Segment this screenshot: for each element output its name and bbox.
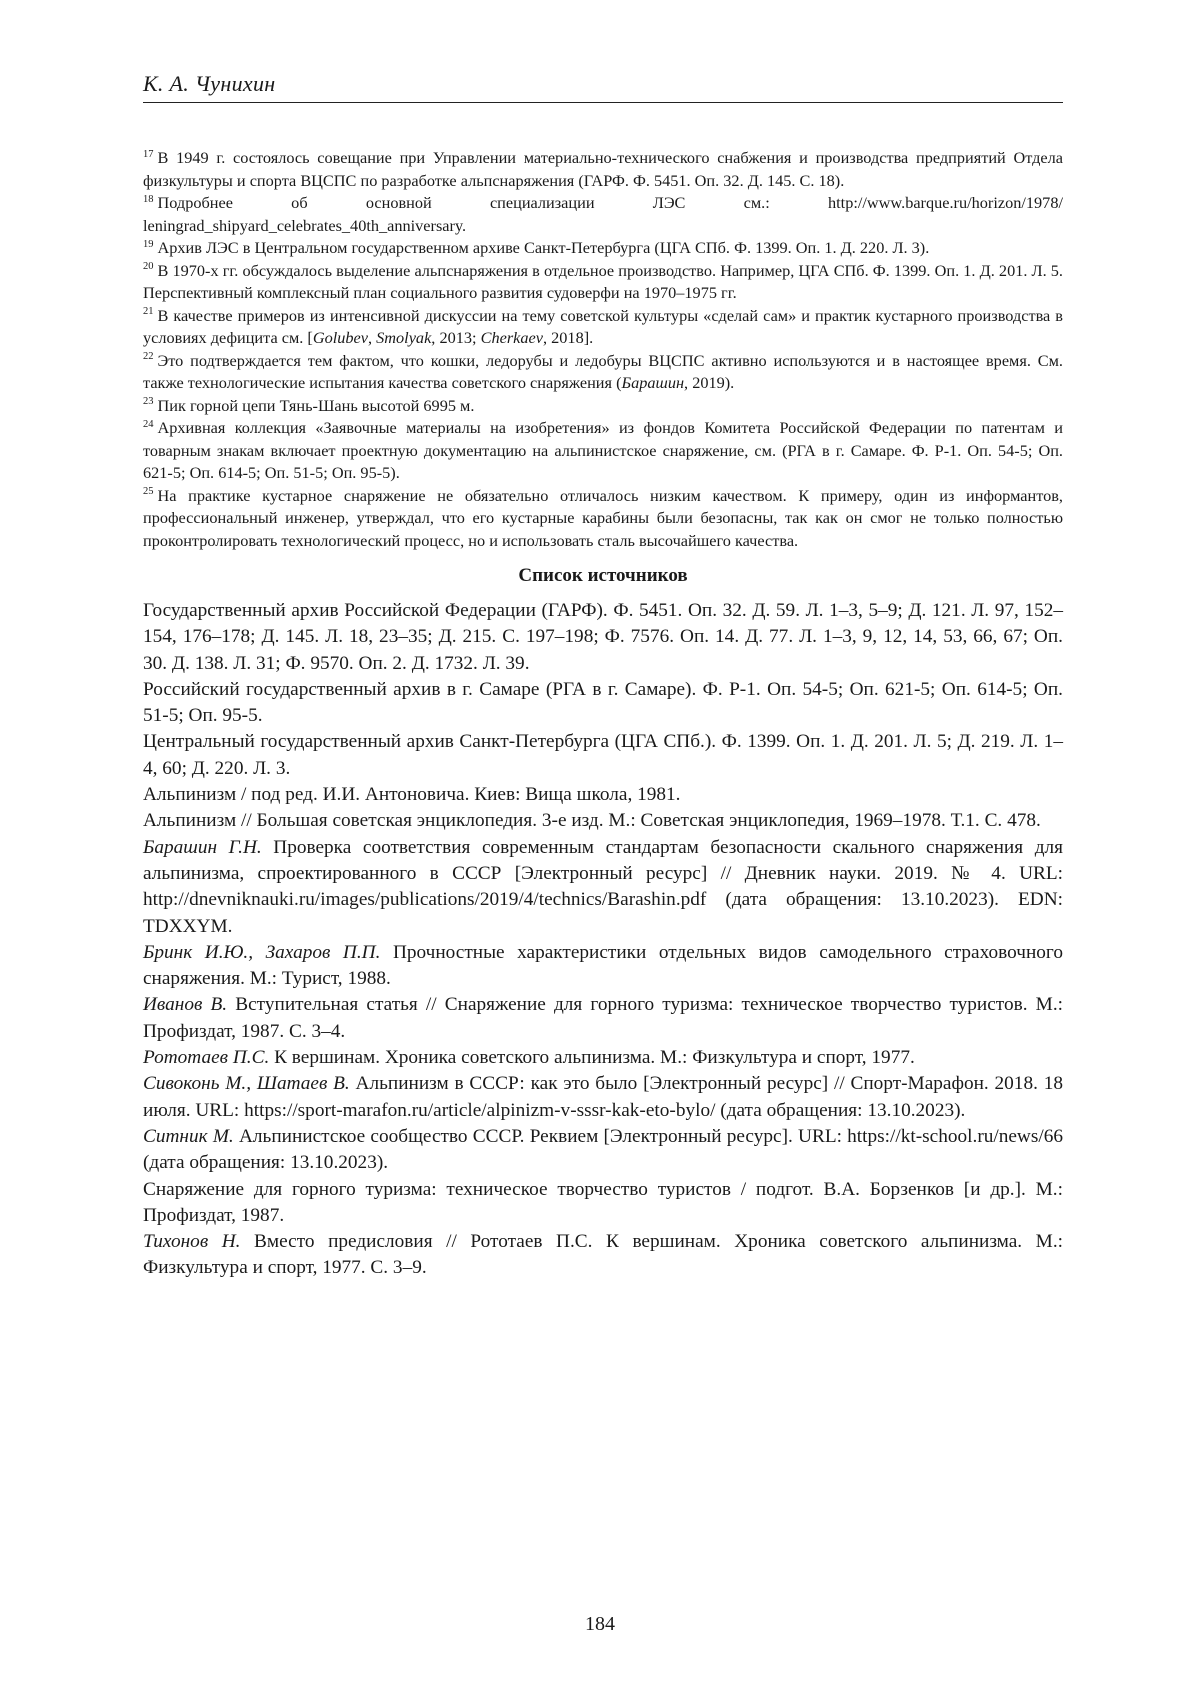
source-author: Бринк И.Ю. bbox=[143, 942, 248, 963]
footnote-text: Это подтверждается тем фактом, что кошки, ледорубы и ледобуры ВЦСПС активно используются и в настоящее время. См. также технологические испытания качества советского снаряжения ( bbox=[143, 351, 1063, 393]
source-entry bbox=[143, 782, 1063, 808]
source-text: Государственный архив Российской Федерации (ГАРФ). Ф. 5451. Оп. 32. Д. 59. Л. 1–3, 5–9; Д. 121. Л. 97, 152–154, 176–178; Д. 145. Л. 18, 23–35; Д. 215. С. 197–198; Ф. 7576. Оп. 14. Д. 77. Л. 1–3, 9, 12, 14, 53, 66, 67; Оп. 30. Д. 138. Л. 31; Ф. 9570. Оп. 2. Д. 1732. Л. 39. bbox=[143, 600, 1063, 674]
footnote-number: 19 bbox=[143, 239, 154, 250]
source-entry bbox=[143, 835, 1063, 940]
footnote-text: В качестве примеров из интенсивной дискуссии на тему советской культуры «сделай сам» и практик кустарного производства в условиях дефицита см. [ bbox=[143, 306, 1063, 348]
footnote-text: Архивная коллекция «Заявочные материалы на изобретения» из фондов Комитета Российской Федерации по патентам и товарным знакам включает проектную документацию на альпинистское снаряжение, см. (РГА в г. Самаре. Ф. Р-1. Оп. 54-5; Оп. 621-5; Оп. 614-5; Оп. 51-5; Оп. 95-5). bbox=[143, 418, 1063, 482]
source-author: Барашин Г.Н. bbox=[143, 837, 262, 858]
footnote-text: Архив ЛЭС в Центральном государственном архиве Санкт-Петербурга (ЦГА СПб. Ф. 1399. Оп. 1. Д. 220. Л. 3). bbox=[158, 238, 930, 257]
source-entry bbox=[143, 1071, 1063, 1124]
footnote-text: В 1949 г. состоялось совещание при Управлении материально-технического снабжения и производства предприятий Отдела физкультуры и спорта ВЦСПС по разработке альпснаряжения (ГАРФ. Ф. 5451. Оп. 32. Д. 145. С. 18). bbox=[143, 148, 1063, 190]
source-text: Проверка соответствия современным стандартам безопасности скального снаряжения для альпинизма, спроектированного в СССР [Электронный ресурс] // Дневник науки. 2019. № 4. URL: http://dnevniknauki.ru/images/publications/2019/4/technics/Barashin.pdf (дата обращения: 13.10.2023). EDN: TDXXYM. bbox=[143, 837, 1063, 937]
sources-section-title: Список источников bbox=[143, 564, 1063, 588]
footnote-number: 23 bbox=[143, 396, 154, 407]
source-author: Ситник М. bbox=[143, 1126, 234, 1147]
author-separator: , bbox=[248, 942, 265, 963]
document-page bbox=[143, 70, 1063, 1282]
source-text: Альпинизм в СССР: как это было [Электронный ресурс] // Спорт-Марафон. 2018. 18 июля. URL: https://sport-marafon.ru/article/alpinizm-v-sssr-kak-eto-bylo/ (дата обращения: 13.10.2023). bbox=[143, 1073, 1063, 1120]
source-text: Вступительная статья // Снаряжение для горного туризма: техническое творчество туристов. М.: Профиздат, 1987. С. 3–4. bbox=[143, 994, 1063, 1041]
source-entry bbox=[143, 992, 1063, 1045]
source-entry bbox=[143, 677, 1063, 730]
footnote bbox=[143, 350, 1063, 395]
footnote-number: 17 bbox=[143, 149, 154, 160]
footnote-number: 25 bbox=[143, 486, 154, 497]
source-entry bbox=[143, 1124, 1063, 1177]
source-text: Альпинизм / под ред. И.И. Антоновича. Киев: Вища школа, 1981. bbox=[143, 784, 680, 805]
source-text: Альпинизм // Большая советская энциклопедия. 3-е изд. М.: Советская энциклопедия, 1969–1978. Т.1. С. 478. bbox=[143, 810, 1041, 831]
footnote-text: Подробнее об основной специализации ЛЭС см.: http://www.barque.ru/horizon/1978/ leningrad_shipyard_celebrates_40th_anniversary. bbox=[143, 193, 1063, 235]
running-header: К. А. Чунихин bbox=[143, 70, 1063, 103]
footnote-number: 22 bbox=[143, 351, 154, 362]
source-entry bbox=[143, 729, 1063, 782]
source-text: Альпинистское сообщество СССР. Реквием [Электронный ресурс]. URL: https://kt-school.ru/news/66 (дата обращения: 13.10.2023). bbox=[143, 1126, 1063, 1173]
footnote-number: 20 bbox=[143, 261, 154, 272]
source-text: Вместо предисловия // Рототаев П.С. К вершинам. Хроника советского альпинизма. М.: Физкультура и спорт, 1977. С. 3–9. bbox=[143, 1231, 1063, 1278]
source-entry bbox=[143, 1229, 1063, 1282]
source-author: Шатаев В. bbox=[257, 1073, 350, 1094]
footnote-text: Пик горной цепи Тянь-Шань высотой 6995 м. bbox=[158, 396, 475, 415]
footnotes bbox=[143, 147, 1063, 552]
source-author: Иванов В. bbox=[143, 994, 227, 1015]
footnote-text: , 2019). bbox=[684, 373, 734, 392]
author-separator: , bbox=[246, 1073, 257, 1094]
source-entry bbox=[143, 1045, 1063, 1071]
source-author: Сивоконь М. bbox=[143, 1073, 246, 1094]
source-text: Прочностные характеристики отдельных видов самодельного страховочного снаряжения. М.: Турист, 1988. bbox=[143, 942, 1063, 989]
footnote bbox=[143, 485, 1063, 553]
footnote bbox=[143, 417, 1063, 485]
cited-author: Golubev bbox=[313, 328, 368, 347]
footnote bbox=[143, 192, 1063, 237]
source-text: Снаряжение для горного туризма: техническое творчество туристов / подгот. В.А. Борзенков [и др.]. М.: Профиздат, 1987. bbox=[143, 1179, 1063, 1226]
page-number: 184 bbox=[0, 1612, 1200, 1636]
footnote-text: , 2013; bbox=[431, 328, 480, 347]
source-entry bbox=[143, 1177, 1063, 1230]
sources-list bbox=[143, 598, 1063, 1282]
footnote-text: , 2018]. bbox=[543, 328, 593, 347]
source-author: Рототаев П.С. bbox=[143, 1047, 269, 1068]
footnote-text: На практике кустарное снаряжение не обязательно отличалось низким качеством. К примеру, один из информантов, профессиональный инженер, утверждал, что его кустарные карабины были безопасны, так как он смог не только полностью проконтролировать технологический процесс, но и использовать сталь высочайшего качества. bbox=[143, 486, 1063, 550]
footnote-number: 24 bbox=[143, 419, 154, 430]
source-author: Захаров П.П. bbox=[266, 942, 381, 963]
footnote-number: 18 bbox=[143, 194, 154, 205]
source-entry bbox=[143, 940, 1063, 993]
footnote bbox=[143, 237, 1063, 260]
cited-author: Cherkaev bbox=[481, 328, 543, 347]
footnote-number: 21 bbox=[143, 306, 154, 317]
source-entry bbox=[143, 598, 1063, 677]
footnote-text: В 1970-х гг. обсуждалось выделение альпснаряжения в отдельное производство. Например, ЦГА СПб. Ф. 1399. Оп. 1. Д. 201. Л. 5. Перспективный комплексный план социального развития судоверфи на 1970–1975 гг. bbox=[143, 261, 1063, 303]
source-author: Тихонов Н. bbox=[143, 1231, 241, 1252]
footnote bbox=[143, 260, 1063, 305]
footnote bbox=[143, 147, 1063, 192]
source-text: Российский государственный архив в г. Самаре (РГА в г. Самаре). Ф. Р-1. Оп. 54-5; Оп. 621-5; Оп. 614-5; Оп. 51-5; Оп. 95-5. bbox=[143, 679, 1063, 726]
cited-author: Барашин bbox=[622, 373, 685, 392]
source-text: К вершинам. Хроника советского альпинизма. М.: Физкультура и спорт, 1977. bbox=[269, 1047, 915, 1068]
footnote-text: , bbox=[368, 328, 376, 347]
cited-author: Smolyak bbox=[376, 328, 431, 347]
source-text: Центральный государственный архив Санкт-Петербурга (ЦГА СПб.). Ф. 1399. Оп. 1. Д. 201. Л. 5; Д. 219. Л. 1–4, 60; Д. 220. Л. 3. bbox=[143, 731, 1063, 778]
footnote bbox=[143, 395, 1063, 418]
footnote bbox=[143, 305, 1063, 350]
source-entry bbox=[143, 808, 1063, 834]
